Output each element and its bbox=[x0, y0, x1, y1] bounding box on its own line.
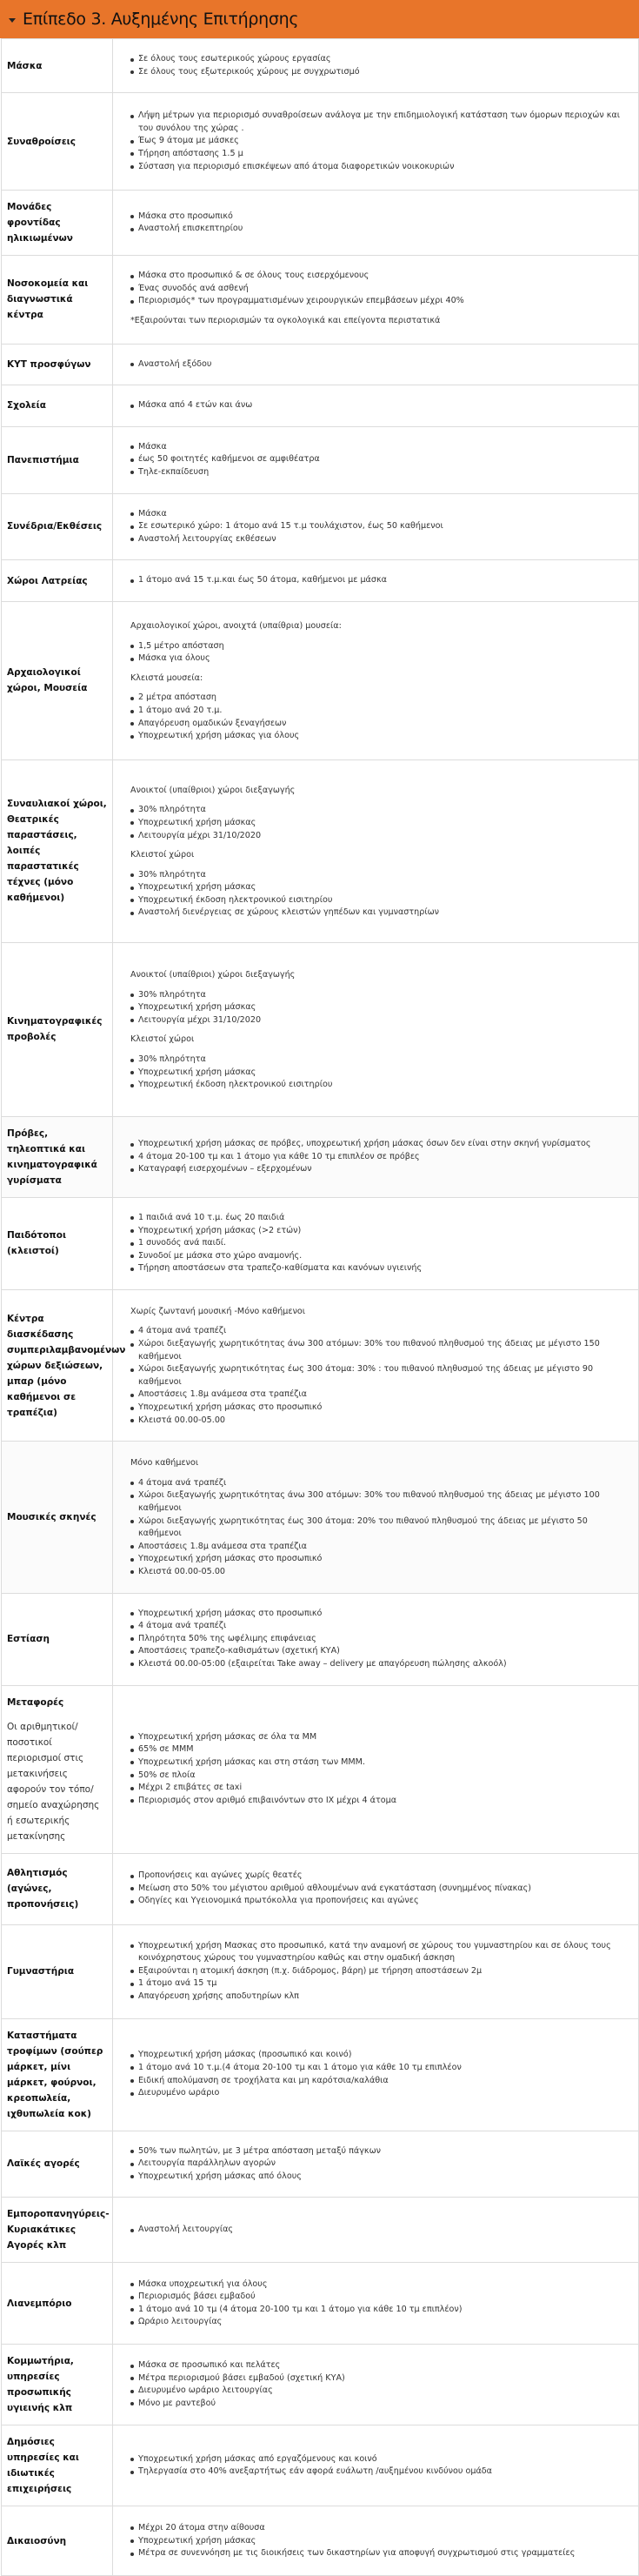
list-item: Αναστολή λειτουργίας bbox=[130, 2224, 629, 2237]
list-item: Χώροι διεξαγωγής χωρητικότητας έως 300 άτομα: 30% : του πιθανού πληθυσμού της άδειας με μέγιστο 90 καθήμενοι bbox=[130, 1363, 629, 1388]
list-item: Μάσκα bbox=[130, 508, 629, 521]
list-item: Μείωση στο 50% του μέγιστου αριθμού αθλουμένων ανά εγκατάσταση (συνημμένος πίνακας) bbox=[130, 1883, 629, 1896]
bullet-list bbox=[130, 2359, 629, 2410]
table-row bbox=[2, 1289, 639, 1441]
list-item: Σύσταση για περιορισμό επισκέψεων από άτομα διαφορετικών νοικοκυριών bbox=[130, 161, 629, 174]
row-label: Μάσκα bbox=[7, 60, 43, 71]
bullet-list bbox=[130, 110, 629, 173]
row-label-cell bbox=[2, 2018, 113, 2131]
bullet-list bbox=[130, 2278, 629, 2329]
bullet-list bbox=[130, 869, 629, 920]
section-title: Επίπεδο 3. Αυξημένης Επιτήρησης bbox=[23, 10, 299, 29]
row-label: Καταστήματα τροφίμων (σούπερ μάρκετ, μίνι μάρκετ, φούρνοι, κρεοπωλεία, ιχθυπωλεία κοκ) bbox=[7, 2030, 103, 2119]
list-item: Μάσκα από 4 ετών και άνω bbox=[130, 399, 629, 412]
bullet-list bbox=[130, 270, 629, 308]
row-label-cell bbox=[2, 1197, 113, 1289]
table-row bbox=[2, 2131, 639, 2198]
row-label-cell bbox=[2, 1853, 113, 1924]
list-item: Αναστολή διενέργειας σε χώρους κλειστών γηπέδων και γυμναστηρίων bbox=[130, 907, 629, 920]
list-item: Διευρυμένο ωράριο λειτουργίας bbox=[130, 2385, 629, 2398]
bullet-list bbox=[130, 1477, 629, 1579]
bullet-list bbox=[130, 508, 629, 546]
row-label-cell bbox=[2, 2198, 113, 2263]
row-label: Συναθροίσεις bbox=[7, 136, 77, 147]
row-content-cell bbox=[113, 2018, 639, 2131]
row-label: Νοσοκομεία και διαγνωστικά κέντρα bbox=[7, 278, 89, 321]
list-item: Υποχρεωτική χρήση μάσκας σε όλα τα ΜΜ bbox=[130, 1731, 629, 1744]
list-item: Μάσκα bbox=[130, 441, 629, 454]
row-label-cell bbox=[2, 1685, 113, 1853]
row-label: ΚΥΤ προσφύγων bbox=[7, 358, 91, 370]
list-item: Υποχρεωτική χρήση μάσκας στο προσωπικό bbox=[130, 1402, 629, 1415]
row-label-cell bbox=[2, 93, 113, 191]
list-item: Υποχρεωτική χρήση μάσκας στο προσωπικό bbox=[130, 1553, 629, 1566]
list-item: Λειτουργία μέχρι 31/10/2020 bbox=[130, 830, 629, 843]
list-item: Υποχρεωτική χρήση μάσκας και στη στάση των ΜΜΜ. bbox=[130, 1756, 629, 1770]
list-item: Λήψη μέτρων για περιορισμό συναθροίσεων ανάλογα με την επιδημιολογική κατάσταση των όμορων περιοχών και του συνόλου της χώρας . bbox=[130, 110, 629, 135]
row-label-cell bbox=[2, 256, 113, 344]
list-item: Τήρηση απόστασης 1.5 μ bbox=[130, 148, 629, 161]
row-label: Δικαιοσύνη bbox=[7, 2535, 67, 2546]
bullet-list bbox=[130, 2522, 629, 2560]
list-item: Υποχρεωτική χρήση μάσκας bbox=[130, 1001, 629, 1014]
list-item: 1 άτομο ανά 10 τ.μ.(4 άτομα 20-100 τμ και 1 άτομο για κάθε 10 τμ επιπλέον bbox=[130, 2062, 629, 2075]
list-item: Τηλε-εκπαίδευση bbox=[130, 466, 629, 479]
list-item: Υποχρεωτική χρήση μάσκας στο προσωπικό bbox=[130, 1608, 629, 1621]
table-row bbox=[2, 601, 639, 759]
table-row bbox=[2, 493, 639, 560]
row-label-cell bbox=[2, 493, 113, 560]
list-item: Αποστάσεις 1.8μ ανάμεσα στα τραπέζια bbox=[130, 1388, 629, 1402]
list-item: Χώροι διεξαγωγής χωρητικότητας άνω 300 ατόμων: 30% του πιθανού πληθυσμού της άδειας με μέγιστο 100 καθήμενοι bbox=[130, 1489, 629, 1515]
row-label-cell bbox=[2, 2506, 113, 2576]
row-label-cell bbox=[2, 1116, 113, 1197]
list-item: Υποχρεωτική χρήση μάσκας (προσωπικό και κοινό) bbox=[130, 2049, 629, 2062]
bullet-list bbox=[130, 2049, 629, 2099]
list-item: Προπονήσεις και αγώνες χωρίς θεατές bbox=[130, 1870, 629, 1883]
list-item: Εξαιρούνται η ατομική άσκηση (π.χ. διάδρομος, βάρη) με τήρηση αποστάσεων 2μ bbox=[130, 1965, 629, 1978]
list-item: Αποστάσεις 1.8μ ανάμεσα στα τραπέζια bbox=[130, 1541, 629, 1554]
content-paragraph: Μόνο καθήμενοι bbox=[130, 1458, 199, 1469]
list-item: 30% πληρότητα bbox=[130, 869, 629, 882]
list-item: Μάσκα στο προσωπικό bbox=[130, 211, 629, 224]
list-item: Υποχρεωτική χρήση μάσκας από εργαζόμενους και κοινό bbox=[130, 2453, 629, 2466]
list-item: 1 άτομο ανά 10 τμ (4 άτομα 20-100 τμ και 1 άτομο για κάθε 10 τμ επιπλέον) bbox=[130, 2304, 629, 2317]
row-content-cell bbox=[113, 426, 639, 493]
list-item: Αποστάσεις τραπεζο-καθισμάτων (σχετική ΚΥΑ) bbox=[130, 1645, 629, 1658]
row-label-cell bbox=[2, 560, 113, 602]
row-label-cell bbox=[2, 426, 113, 493]
bullet-list bbox=[130, 1940, 629, 2004]
row-content-cell bbox=[113, 2345, 639, 2425]
list-item: 65% σε ΜΜΜ bbox=[130, 1743, 629, 1756]
list-item: Υποχρεωτική έκδοση ηλεκτρονικού εισιτηρίου bbox=[130, 1079, 629, 1092]
row-label-cell bbox=[2, 385, 113, 427]
list-item: Κλειστά 00.00-05.00 bbox=[130, 1415, 629, 1428]
bullet-list bbox=[130, 1054, 629, 1092]
list-item: Περιορισμός βάσει εμβαδού bbox=[130, 2291, 629, 2304]
content-paragraph: Κλειστοί χώροι bbox=[130, 1034, 195, 1045]
list-item: Μάσκα υποχρεωτική για όλους bbox=[130, 2278, 629, 2292]
list-item: Υποχρεωτική χρήση μάσκας bbox=[130, 817, 629, 830]
bullet-list bbox=[130, 1325, 629, 1427]
table-row bbox=[2, 1593, 639, 1685]
row-label: Κέντρα διασκέδασης συμπεριλαμβανομένων χώρων δεξιώσεων, μπαρ (μόνο καθήμενοι σε τραπέζια) bbox=[7, 1313, 126, 1418]
list-item: Υποχρεωτική χρήση Μασκας στο προσωπικό, κατά την αναμονή σε χώρους του γυμναστηρίου και σε όλους τους κοινόχρηστους χώρους του γυμναστηρίου καθώς και στην ομαδική άσκηση bbox=[130, 1940, 629, 1965]
list-item: Περιορισμός στον αριθμό επιβαινόντων στο ΙΧ μέχρι 4 άτομα bbox=[130, 1795, 629, 1808]
bullet-list bbox=[130, 1870, 629, 1908]
row-label: Πρόβες, τηλεοπτικά και κινηματογραφικά γυρίσματα bbox=[7, 1127, 97, 1186]
row-content-cell bbox=[113, 601, 639, 759]
row-label: Πανεπιστήμια bbox=[7, 454, 79, 465]
list-item: Απαγόρευση χρήσης αποδυτηρίων κλπ bbox=[130, 1991, 629, 2004]
bullet-list bbox=[130, 441, 629, 479]
row-sublabel: Οι αριθμητικοί/ποσοτικοί περιορισμοί στις μετακινήσεις αφορούν τον τόπο/σημείο αναχώρησης ή εσωτερικής μετακίνησης bbox=[7, 1721, 100, 1842]
list-item: Κλειστά 00.00-05:00 (εξαιρείται Take away – delivery με απαγόρευση πώλησης αλκοόλ) bbox=[130, 1658, 629, 1671]
list-item: Υποχρεωτική χρήση μάσκας bbox=[130, 2535, 629, 2548]
caret-down-icon[interactable] bbox=[9, 18, 16, 23]
row-content-cell bbox=[113, 942, 639, 1116]
list-item: Λειτουργία παράλληλων αγορών bbox=[130, 2158, 629, 2171]
list-item: 30% πληρότητα bbox=[130, 989, 629, 1002]
list-item: Διευρυμένο ωράριο bbox=[130, 2087, 629, 2100]
list-item: 30% πληρότητα bbox=[130, 1054, 629, 1067]
table-row bbox=[2, 942, 639, 1116]
list-item: Μέχρι 20 άτομα στην αίθουσα bbox=[130, 2522, 629, 2535]
list-item: Σε όλους τους εσωτερικούς χώρους εργασίας bbox=[130, 53, 629, 66]
row-label-cell bbox=[2, 191, 113, 256]
content-paragraph: Κλειστά μουσεία: bbox=[130, 672, 203, 683]
list-item: Μάσκα σε προσωπικό και πελάτες bbox=[130, 2359, 629, 2372]
row-label: Σχολεία bbox=[7, 400, 46, 411]
row-label: Λιανεμπόριο bbox=[7, 2298, 72, 2309]
row-content-cell bbox=[113, 344, 639, 385]
list-item: Υποχρεωτική χρήση μάσκας bbox=[130, 881, 629, 894]
table-row bbox=[2, 2506, 639, 2576]
bullet-list bbox=[130, 989, 629, 1027]
row-label-cell bbox=[2, 39, 113, 93]
list-item: Πληρότητα 50% της ωφέλιμης επιφάνειας bbox=[130, 1633, 629, 1646]
list-item: Ωράριο λειτουργίας bbox=[130, 2316, 629, 2329]
list-item: Υποχρεωτική έκδοση ηλεκτρονικού εισιτηρίου bbox=[130, 894, 629, 907]
table-row bbox=[2, 560, 639, 602]
row-label: Μονάδες φροντίδας ηλικιωμένων bbox=[7, 202, 73, 244]
list-item: 1 άτομο ανά 15 τμ bbox=[130, 1977, 629, 1991]
list-item: Μέχρι 2 επιβάτες σε taxi bbox=[130, 1782, 629, 1795]
content-paragraph: Ανοικτοί (υπαίθριοι) χώροι διεξαγωγής bbox=[130, 970, 296, 980]
list-item: 50% σε πλοία bbox=[130, 1770, 629, 1783]
table-row bbox=[2, 1685, 639, 1853]
list-item: Έως 9 άτομα με μάσκες bbox=[130, 135, 629, 148]
list-item: Τήρηση αποστάσεων στα τραπεζο-καθίσματα και κανόνων υγιεινής bbox=[130, 1262, 629, 1275]
table-row bbox=[2, 39, 639, 93]
bullet-list bbox=[130, 1608, 629, 1671]
table-row bbox=[2, 2018, 639, 2131]
bullet-list bbox=[130, 574, 629, 587]
row-label: Γυμναστήρια bbox=[7, 1966, 75, 1977]
table-row bbox=[2, 759, 639, 942]
row-content-cell bbox=[113, 1593, 639, 1685]
list-item: Υποχρεωτική χρήση μάσκας σε πρόβες, υποχρεωτική χρήση μάσκας όσων δεν είναι στην σκηνή γυρίσματος bbox=[130, 1138, 629, 1151]
row-label-cell bbox=[2, 344, 113, 385]
row-label: Κινηματογραφικές προβολές bbox=[7, 1016, 103, 1043]
row-content-cell bbox=[113, 191, 639, 256]
list-item: Υποχρεωτική χρήση μάσκας (>2 ετών) bbox=[130, 1225, 629, 1238]
list-item: Κλειστά 00.00-05.00 bbox=[130, 1566, 629, 1579]
bullet-list bbox=[130, 640, 629, 666]
content-paragraph: Αρχαιολογικοί χώροι, ανοιχτά (υπαίθρια) μουσεία: bbox=[130, 621, 342, 632]
row-label-cell bbox=[2, 1593, 113, 1685]
section-header[interactable] bbox=[0, 0, 639, 38]
row-content-cell bbox=[113, 93, 639, 191]
row-label-cell bbox=[2, 1442, 113, 1593]
bullet-list bbox=[130, 692, 629, 742]
row-content-cell bbox=[113, 39, 639, 93]
measures-table bbox=[1, 38, 639, 2576]
row-content-cell bbox=[113, 2263, 639, 2345]
list-item: Απαγόρευση ομαδικών ξεναγήσεων bbox=[130, 718, 629, 731]
bullet-list bbox=[130, 53, 629, 78]
list-item: Λειτουργία μέχρι 31/10/2020 bbox=[130, 1014, 629, 1027]
list-item: 30% πληρότητα bbox=[130, 804, 629, 817]
table-row bbox=[2, 1442, 639, 1593]
list-item: Καταγραφή εισερχομένων – εξερχομένων bbox=[130, 1163, 629, 1176]
row-content-cell bbox=[113, 2506, 639, 2576]
list-item: 1 άτομο ανά 20 τ.μ. bbox=[130, 705, 629, 718]
table-row bbox=[2, 93, 639, 191]
list-item: 1 συνοδός ανά παιδί. bbox=[130, 1237, 629, 1250]
list-item: Σε όλους τους εξωτερικούς χώρους με συγχρωτισμό bbox=[130, 66, 629, 79]
table-row bbox=[2, 2345, 639, 2425]
row-label: Λαϊκές αγορές bbox=[7, 2158, 80, 2170]
list-item: Μέτρα σε συνεννόηση με τις διοικήσεις των δικαστηρίων για αποφυγή συγχρωτισμού στις γραμματείες bbox=[130, 2547, 629, 2560]
list-item: Υποχρεωτική χρήση μάσκας για όλους bbox=[130, 730, 629, 743]
list-item: Αναστολή εξόδου bbox=[130, 358, 629, 371]
list-item: Μέτρα περιορισμού βάσει εμβαδού (σχετική ΚΥΑ) bbox=[130, 2372, 629, 2385]
table-row bbox=[2, 2198, 639, 2263]
list-item: Τηλεργασία στο 40% ανεξαρτήτως εάν αφορά ευάλωτη /αυξημένου κινδύνου ομάδα bbox=[130, 2466, 629, 2479]
content-paragraph: Ανοικτοί (υπαίθριοι) χώροι διεξαγωγής bbox=[130, 785, 296, 795]
list-item: 1 παιδιά ανά 10 τ.μ. έως 20 παιδιά bbox=[130, 1212, 629, 1225]
row-content-cell bbox=[113, 1924, 639, 2018]
row-content-cell bbox=[113, 1442, 639, 1593]
table-row bbox=[2, 1924, 639, 2018]
list-item: 2 μέτρα απόσταση bbox=[130, 692, 629, 705]
row-label: Εμποροπανηγύρεις- Κυριακάτικες Αγορές κλπ bbox=[7, 2209, 110, 2251]
table-row bbox=[2, 256, 639, 344]
row-content-cell bbox=[113, 385, 639, 427]
bullet-list bbox=[130, 2145, 629, 2184]
row-label-cell bbox=[2, 1924, 113, 2018]
row-label-cell bbox=[2, 1289, 126, 1441]
bullet-list bbox=[130, 211, 629, 236]
table-row bbox=[2, 2425, 639, 2506]
list-item: Συνοδοί με μάσκα στο χώρο αναμονής. bbox=[130, 1250, 629, 1263]
row-content-cell bbox=[113, 1116, 639, 1197]
list-item: Χώροι διεξαγωγής χωρητικότητας άνω 300 ατόμων: 30% του πιθανού πληθυσμού της άδειας με μέγιστο 150 καθήμενοι bbox=[130, 1338, 629, 1363]
row-content-cell bbox=[113, 256, 639, 344]
list-item: Μόνο με ραντεβού bbox=[130, 2398, 629, 2411]
row-label: Αθλητισμός (αγώνες, προπονήσεις) bbox=[7, 1868, 79, 1910]
row-label: Κομμωτήρια, υπηρεσίες προσωπικής υγιεινής κλπ bbox=[7, 2356, 74, 2414]
row-label-cell bbox=[2, 2131, 113, 2198]
list-item: 1,5 μέτρο απόσταση bbox=[130, 640, 629, 653]
content-paragraph: Κλειστοί χώροι bbox=[130, 850, 195, 860]
list-item: 4 άτομα ανά τραπέζι bbox=[130, 1477, 629, 1490]
list-item: 1 άτομο ανά 15 τ.μ.και έως 50 άτομα, καθήμενοι με μάσκα bbox=[130, 574, 629, 587]
table-row bbox=[2, 1853, 639, 1924]
row-content-cell bbox=[113, 560, 639, 602]
row-label-cell bbox=[2, 942, 113, 1116]
row-label-cell bbox=[2, 601, 113, 759]
list-item: 4 άτομα 20-100 τμ και 1 άτομο για κάθε 10 τμ επιπλέον σε πρόβες bbox=[130, 1151, 629, 1164]
list-item: Περιορισμός* των προγραμματισμένων χειρουργικών επεμβάσεων μέχρι 40% bbox=[130, 295, 629, 308]
row-content-cell bbox=[113, 759, 639, 942]
row-label: Συνέδρια/Εκθέσεις bbox=[7, 521, 103, 532]
list-item: έως 50 φοιτητές καθήμενοι σε αμφιθέατρα bbox=[130, 453, 629, 466]
list-item: Μάσκα στο προσωπικό & σε όλους τους εισερχόμενους bbox=[130, 270, 629, 283]
row-label-cell bbox=[2, 759, 113, 942]
row-label: Μουσικές σκηνές bbox=[7, 1511, 97, 1522]
table-row bbox=[2, 191, 639, 256]
row-content-cell bbox=[113, 1289, 639, 1441]
row-label-cell bbox=[2, 2425, 113, 2506]
table-row bbox=[2, 2263, 639, 2345]
bullet-list bbox=[130, 2224, 629, 2237]
bullet-list bbox=[130, 1138, 629, 1176]
bullet-list bbox=[130, 804, 629, 842]
row-label: Παιδότοποι (κλειστοί) bbox=[7, 1230, 67, 1257]
list-item: 4 άτομα ανά τραπέζι bbox=[130, 1325, 629, 1338]
row-content-cell bbox=[113, 2131, 639, 2198]
list-item: 50% των πωλητών, με 3 μέτρα απόσταση μεταξύ πάγκων bbox=[130, 2145, 629, 2158]
row-label: Μεταφορές bbox=[7, 1696, 64, 1708]
row-content-cell bbox=[113, 2425, 639, 2506]
table-row bbox=[2, 1197, 639, 1289]
list-item: Αναστολή λειτουργίας εκθέσεων bbox=[130, 533, 629, 546]
list-item: Ειδική απολύμανση σε τροχήλατα και μη καρότσια/καλάθια bbox=[130, 2075, 629, 2088]
list-item: Αναστολή επισκεπτηρίου bbox=[130, 223, 629, 236]
list-item: 4 άτομα ανά τραπέζι bbox=[130, 1620, 629, 1633]
bullet-list bbox=[130, 2453, 629, 2479]
bullet-list bbox=[130, 399, 629, 412]
content-paragraph: Χωρίς ζωντανή μουσική -Μόνο καθήμενοι bbox=[130, 1306, 306, 1316]
row-label: Δημόσιες υπηρεσίες και ιδιωτικές επιχειρήσεις bbox=[7, 2437, 79, 2495]
table-row bbox=[2, 426, 639, 493]
table-row bbox=[2, 344, 639, 385]
bullet-list bbox=[130, 1731, 629, 1808]
content-paragraph: *Εξαιρούνται των περιορισμών τα ογκολογικά και επείγοντα περιστατικά bbox=[130, 315, 441, 325]
row-label: Χώροι Λατρείας bbox=[7, 575, 88, 586]
list-item: Σε εσωτερικό χώρο: 1 άτομο ανά 15 τ.μ τουλάχιστον, έως 50 καθήμενοι bbox=[130, 520, 629, 533]
row-content-cell bbox=[113, 1853, 639, 1924]
bullet-list bbox=[130, 1212, 629, 1275]
bullet-list bbox=[130, 358, 629, 371]
list-item: Χώροι διεξαγωγής χωρητικότητας έως 300 άτομα: 20% του πιθανού πληθυσμού της άδειας με μέγιστο 50 καθήμενοι bbox=[130, 1515, 629, 1541]
row-label: Συναυλιακοί χώροι, Θεατρικές παραστάσεις, λοιπές παραστατικές τέχνες (μόνο καθήμενοι) bbox=[7, 799, 107, 904]
row-label-cell bbox=[2, 2263, 113, 2345]
table-row bbox=[2, 1116, 639, 1197]
list-item: Ένας συνοδός ανά ασθενή bbox=[130, 283, 629, 296]
list-item: Υποχρεωτική χρήση μάσκας από όλους bbox=[130, 2171, 629, 2184]
row-label: Εστίαση bbox=[7, 1634, 50, 1645]
row-content-cell bbox=[113, 493, 639, 560]
row-content-cell bbox=[113, 1197, 639, 1289]
list-item: Υποχρεωτική χρήση μάσκας bbox=[130, 1067, 629, 1080]
table-row bbox=[2, 385, 639, 427]
row-content-cell bbox=[113, 2198, 639, 2263]
row-label-cell bbox=[2, 2345, 113, 2425]
list-item: Μάσκα για όλους bbox=[130, 652, 629, 666]
row-label: Αρχαιολογικοί χώροι, Μουσεία bbox=[7, 667, 88, 694]
list-item: Οδηγίες και Υγειονομικά πρωτόκολλα για προπονήσεις και αγώνες bbox=[130, 1895, 629, 1908]
row-content-cell bbox=[113, 1685, 639, 1853]
